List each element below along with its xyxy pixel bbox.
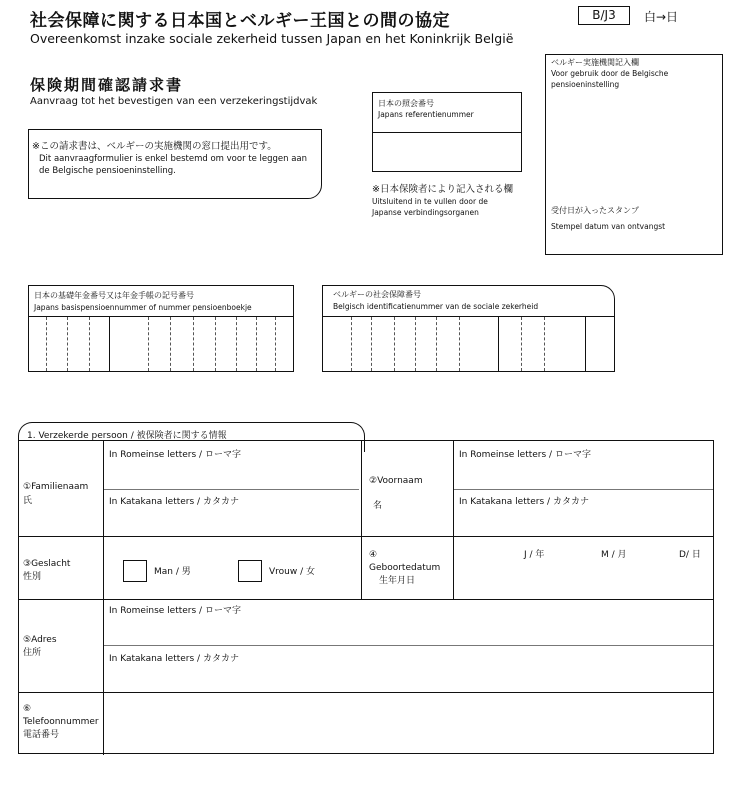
digit-separator xyxy=(46,317,47,371)
phone-number-mark: ⑥ xyxy=(23,704,32,714)
female-label: Vrouw / 女 xyxy=(269,567,315,577)
pension-number-box xyxy=(28,285,294,372)
middle-column-divider xyxy=(361,441,362,600)
digit-separator xyxy=(459,317,460,371)
direction-label: 白→日 xyxy=(644,10,679,24)
digit-separator xyxy=(170,317,171,371)
digit-separator xyxy=(544,317,545,371)
stamp-label-jp: 受付日が入ったスタンプ xyxy=(551,206,639,215)
group-separator xyxy=(585,317,586,371)
stamp-label-nl: Stempel datum van ontvangst xyxy=(551,222,666,231)
birth-date-field[interactable] xyxy=(455,563,711,597)
social-number-label-jp: ベルギーの社会保障番号 xyxy=(333,290,421,299)
digit-separator xyxy=(415,317,416,371)
first-name-romaji-field[interactable] xyxy=(455,461,711,487)
family-name-inner-divider xyxy=(103,489,359,490)
label-column-divider xyxy=(103,441,104,755)
digit-separator xyxy=(275,317,276,371)
reference-divider xyxy=(373,132,521,133)
male-label: Man / 男 xyxy=(154,567,191,577)
birth-number: ④ xyxy=(369,550,378,560)
digit-separator xyxy=(89,317,90,371)
form-title-jp: 保険期間確認請求書 xyxy=(30,76,184,94)
reference-label-nl: Japans referentienummer xyxy=(378,110,474,119)
family-name-katakana-field[interactable] xyxy=(105,509,357,534)
digit-separator xyxy=(67,317,68,371)
form-main-title: 社会保障に関する日本国とベルギー王国との間の協定 xyxy=(30,11,450,31)
row-divider xyxy=(19,536,713,537)
first-name-katakana-field[interactable] xyxy=(455,509,711,534)
phone-label-nl: Telefoonnummer xyxy=(23,717,99,727)
japan-only-nl: Uitsluitend in te vullen door de Japanse verbindingsorganen xyxy=(372,197,488,217)
digit-separator xyxy=(215,317,216,371)
pension-number-label-jp: 日本の基礎年金番号又は年金手帳の記号番号 xyxy=(34,291,194,300)
pension-number-label-nl: Japans basispensioennummer of nummer pensioenboekje xyxy=(34,303,252,312)
digit-separator xyxy=(521,317,522,371)
female-checkbox[interactable] xyxy=(238,560,262,582)
first-name-romaji-hint: In Romeinse letters / ローマ字 xyxy=(459,450,591,460)
notice-nl: Dit aanvraagformulier is enkel bestemd om voor te leggen aan de Belgische pensioeninstelling. xyxy=(39,154,308,176)
family-name-romaji-hint: In Romeinse letters / ローマ字 xyxy=(109,450,241,460)
form-title-nl: Aanvraag tot het bevestigen van een verzekeringstijdvak xyxy=(30,96,318,107)
address-inner-divider xyxy=(103,645,713,646)
first-name-inner-divider xyxy=(453,489,713,490)
form-main-subtitle: Overeenkomst inzake sociale zekerheid tussen Japan en het Koninkrijk België xyxy=(30,31,514,46)
row-divider xyxy=(19,599,713,600)
sex-label-jp: 性別 xyxy=(23,572,42,582)
group-separator xyxy=(109,317,110,371)
family-name-katakana-hint: In Katakana letters / カタカナ xyxy=(109,497,239,507)
section1-tab-label: 1. Verzekerde persoon / 被保険者に関する情報 xyxy=(27,431,227,441)
address-katakana-field[interactable] xyxy=(105,665,711,690)
address-romaji-hint: In Romeinse letters / ローマ字 xyxy=(109,606,241,616)
first-name-label-jp: 名 xyxy=(373,501,383,511)
birth-label-nl: Geboortedatum xyxy=(369,563,441,573)
first-name-katakana-hint: In Katakana letters / カタカナ xyxy=(459,497,589,507)
digit-separator xyxy=(351,317,352,371)
social-number-label-nl: Belgisch identificatienummer van de sociale zekerheid xyxy=(333,302,539,311)
belgian-institution-box xyxy=(545,54,723,255)
belgian-box-jp: ベルギー実施機関記入欄 xyxy=(551,58,639,67)
family-name-romaji-field[interactable] xyxy=(105,461,357,487)
address-label-nl: ⑤Adres xyxy=(23,635,57,645)
reference-number-box xyxy=(372,92,522,172)
family-name-label-nl: ①Familienaam xyxy=(23,482,89,492)
digit-separator xyxy=(436,317,437,371)
belgian-box-nl: Voor gebruik door de Belgische pensioeninstelling xyxy=(551,69,669,89)
digit-separator xyxy=(193,317,194,371)
row-divider xyxy=(19,692,713,693)
birth-day-label: D/ 日 xyxy=(679,550,701,560)
address-romaji-field[interactable] xyxy=(105,618,711,643)
section1-table xyxy=(18,440,714,754)
social-number-box xyxy=(322,285,615,372)
first-name-label-nl: ②Voornaam xyxy=(369,476,423,486)
social-number-digits[interactable] xyxy=(323,317,614,371)
family-name-label-jp: 氏 xyxy=(23,496,33,506)
right-column-divider xyxy=(453,441,454,600)
notice-jp: ※この請求書は、ベルギーの実施機関の窓口提出用です。 xyxy=(32,141,277,152)
male-checkbox[interactable] xyxy=(123,560,147,582)
sex-label-nl: ③Geslacht xyxy=(23,559,71,569)
reference-number-field[interactable] xyxy=(374,134,520,171)
notice-box xyxy=(28,129,322,199)
birth-year-label: J / 年 xyxy=(524,550,545,560)
digit-separator xyxy=(236,317,237,371)
digit-separator xyxy=(256,317,257,371)
pension-number-digits[interactable] xyxy=(29,317,293,371)
digit-separator xyxy=(371,317,372,371)
japan-only-jp: ※日本保険者により記入される欄 xyxy=(372,184,513,195)
digit-separator xyxy=(148,317,149,371)
reference-label-jp: 日本の照会番号 xyxy=(378,99,434,108)
form-code-badge: B/J3 xyxy=(578,6,630,25)
birth-label-jp: 生年月日 xyxy=(379,576,416,586)
phone-field[interactable] xyxy=(105,695,711,753)
birth-month-label: M / 月 xyxy=(601,550,627,560)
address-label-jp: 住所 xyxy=(23,648,42,658)
phone-label-jp: 電話番号 xyxy=(23,730,60,740)
address-katakana-hint: In Katakana letters / カタカナ xyxy=(109,654,239,664)
group-separator xyxy=(498,317,499,371)
digit-separator xyxy=(394,317,395,371)
